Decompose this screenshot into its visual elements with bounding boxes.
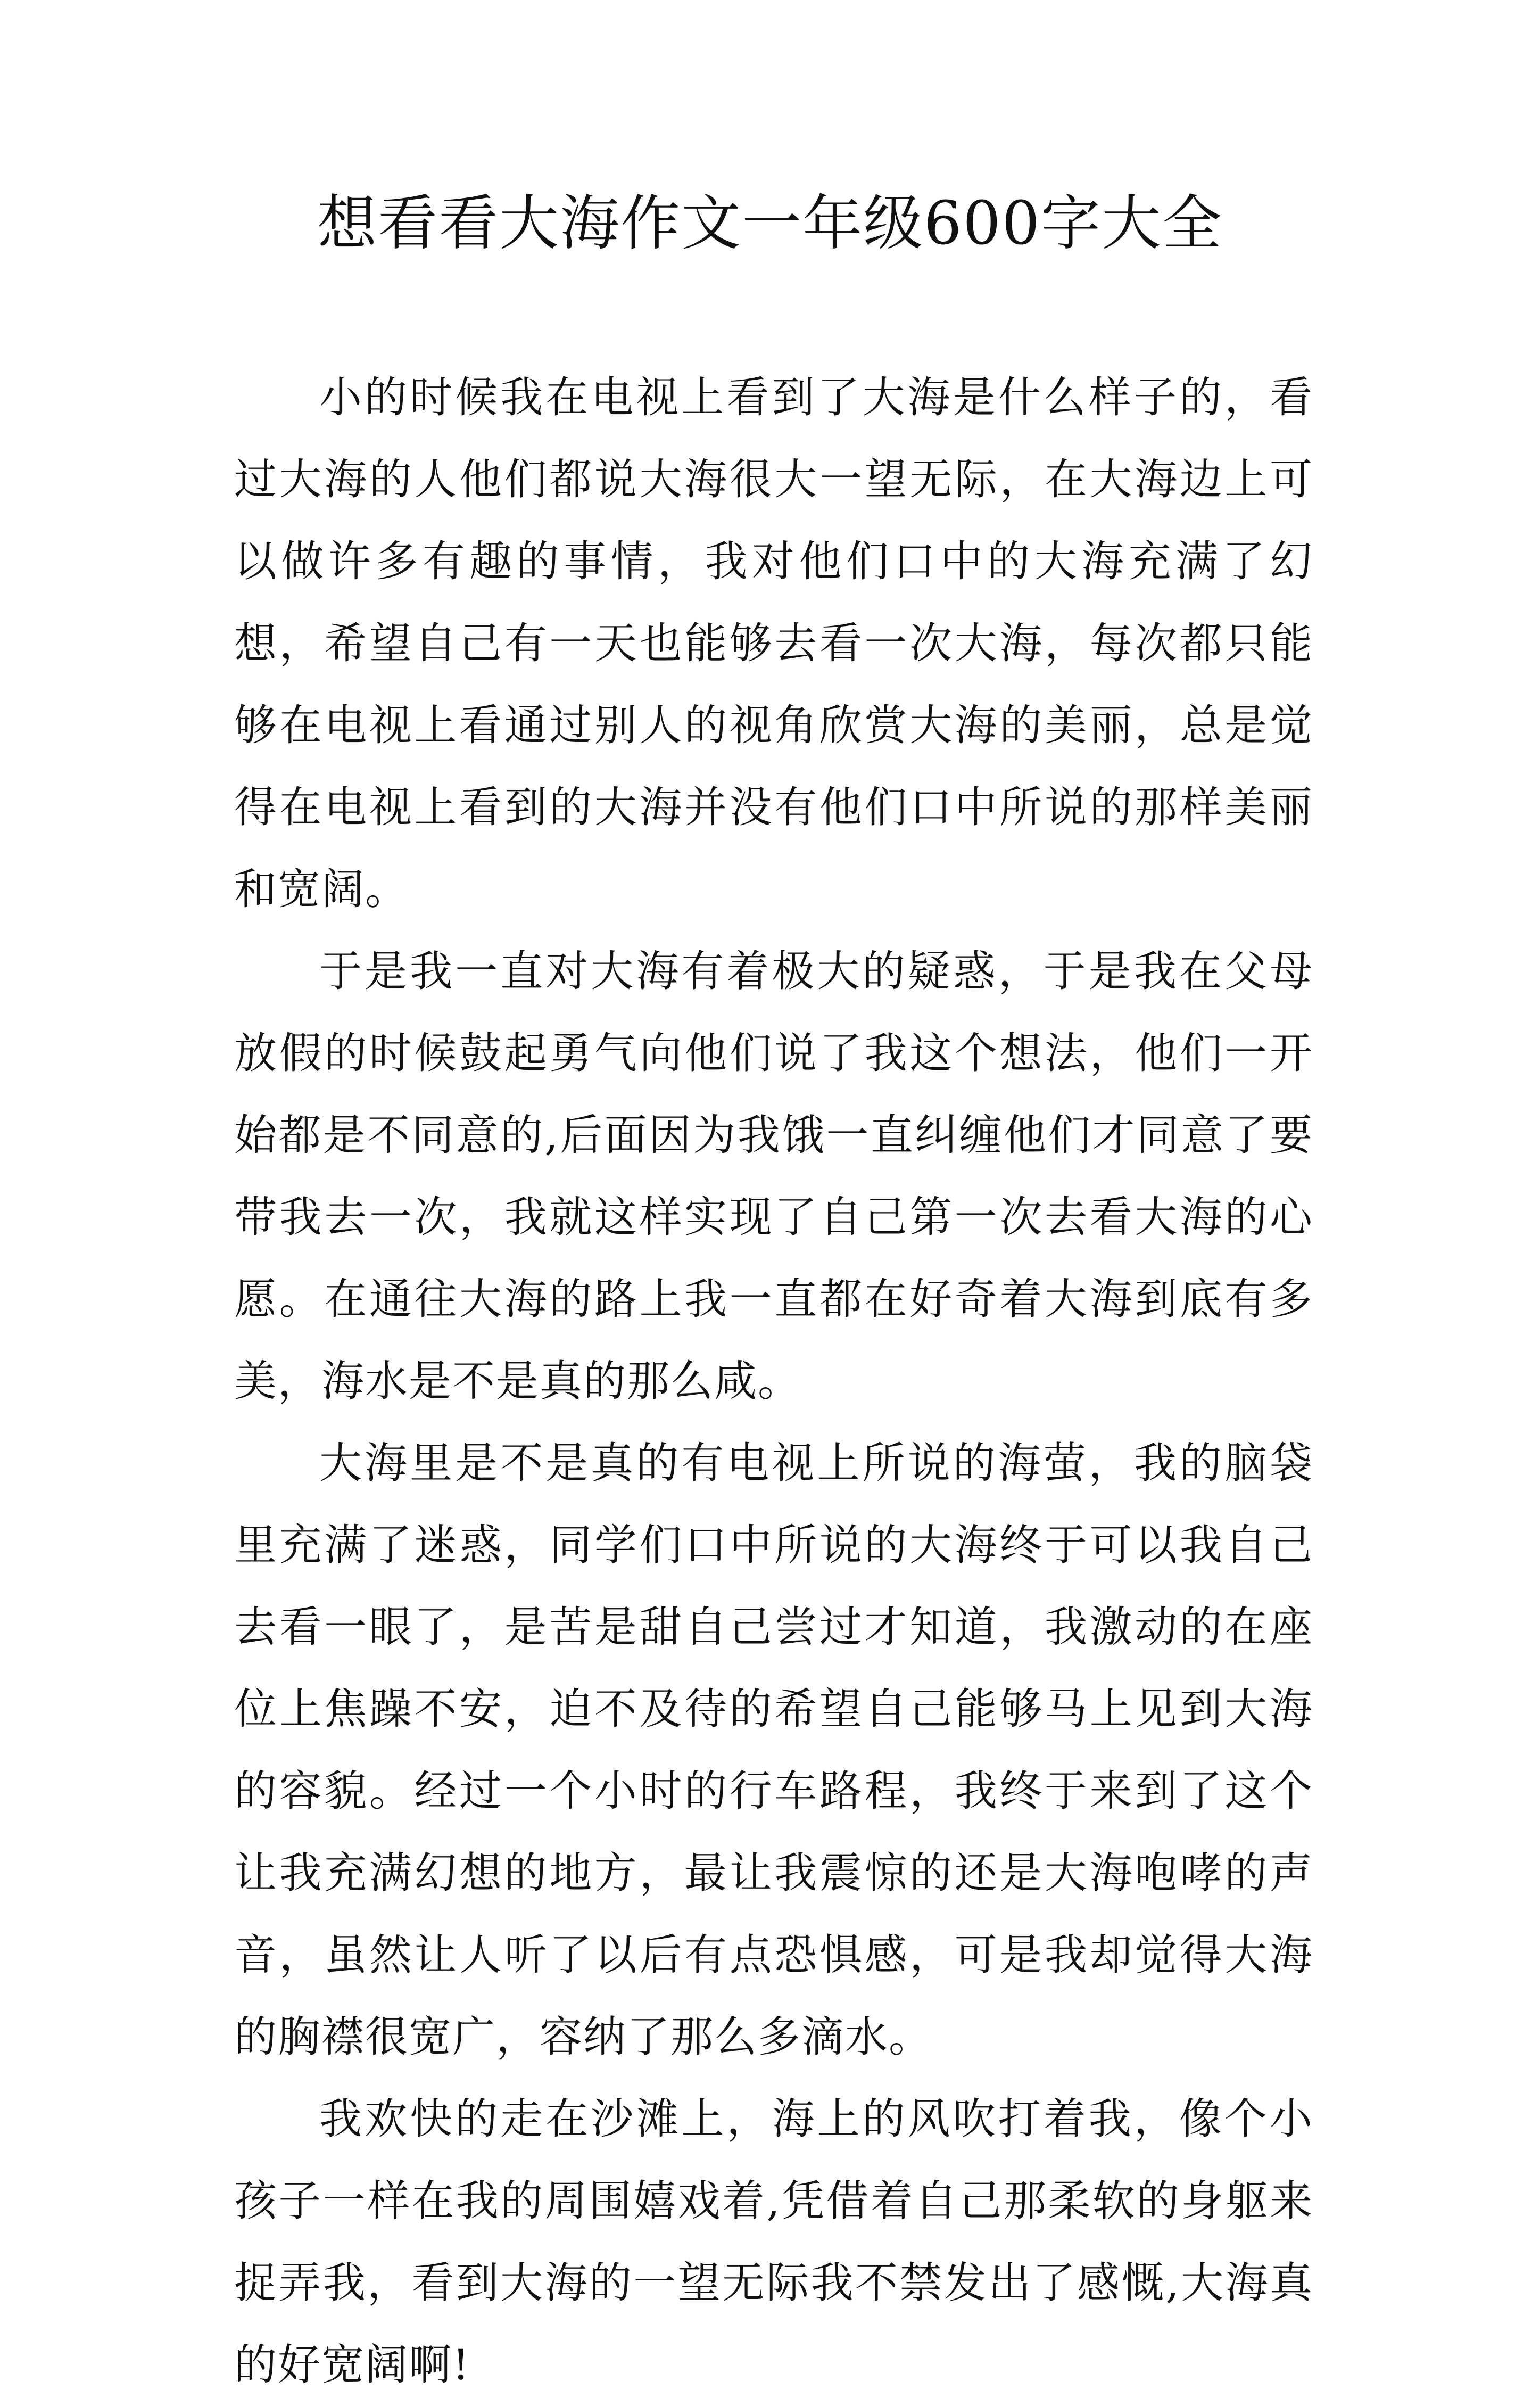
document-body (234, 357, 1313, 2406)
paragraph-1: 小的时候我在电视上看到了大海是什么样子的，看过大海的人他们都说大海很大一望无际，在大海边上可以做许多有趣的事情，我对他们口中的大海充满了幻想，希望自己有一天也能够去看一次大海，每次都只能够在电视上看通过别人的视角欣赏大海的美丽，总是觉得在电视上看到的大海并没有他们口中所说的那样美丽和宽阔。 (234, 373, 1313, 914)
paragraph-2: 于是我一直对大海有着极大的疑惑，于是我在父母放假的时候鼓起勇气向他们说了我这个想法，他们一开始都是不同意的,后面因为我饿一直纠缠他们才同意了要带我去一次，我就这样实现了自己第一次去看大海的心愿。在通往大海的路上我一直都在好奇着大海到底有多美，海水是不是真的那么咸。 (234, 946, 1313, 1406)
paragraph-3: 大海里是不是真的有电视上所说的海萤，我的脑袋里充满了迷惑，同学们口中所说的大海终于可以我自己去看一眼了，是苦是甜自己尝过才知道，我激动的在座位上焦躁不安，迫不及待的希望自己能够马上见到大海的容貌。经过一个小时的行车路程，我终于来到了这个让我充满幻想的地方，最让我震惊的还是大海咆哮的声音，虽然让人听了以后有点恐惧感，可是我却觉得大海的胸襟很宽广，容纳了那么多滴水。 (234, 1438, 1313, 2062)
paragraph-4: 我欢快的走在沙滩上，海上的风吹打着我，像个小孩子一样在我的周围嬉戏着,凭借着自己那柔软的身躯来捉弄我，看到大海的一望无际我不禁发出了感慨,大海真的好宽阔啊! (234, 2094, 1313, 2389)
document-title: 想看看大海作文一年级600字大全 (317, 189, 1223, 258)
